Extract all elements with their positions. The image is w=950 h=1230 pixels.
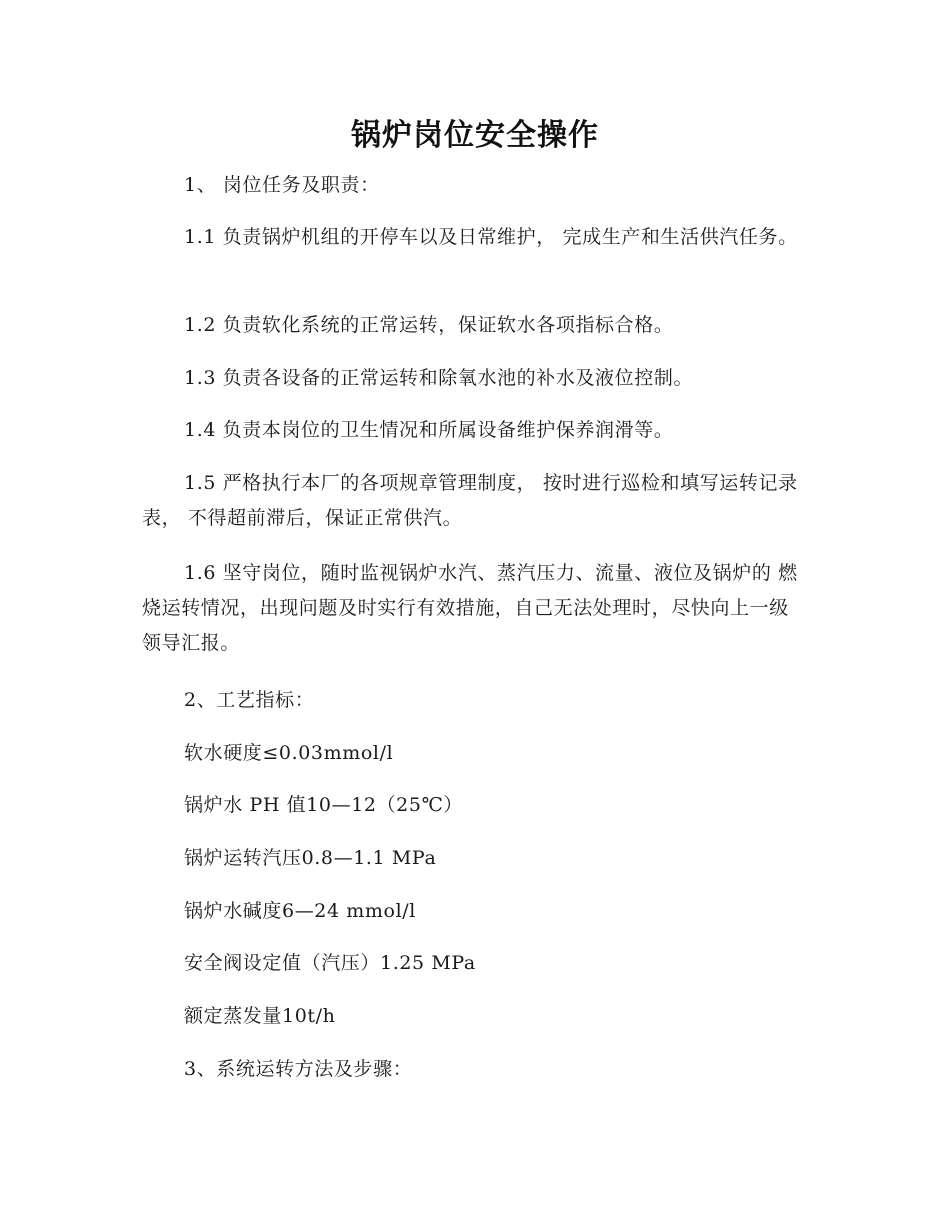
paragraph-1-4: 1.4 负责本岗位的卫生情况和所属设备维护保养润滑等。 <box>184 419 674 441</box>
spec-rated-evaporation: 额定蒸发量10t/h <box>184 1005 336 1027</box>
section-2-heading: 2、工艺指标： <box>184 689 315 711</box>
spec-safety-valve-setting: 安全阀设定值（汽压）1.25 MPa <box>184 952 476 974</box>
spec-boiler-water-alkalinity: 锅炉水碱度6—24 mmol/l <box>184 900 416 922</box>
paragraph-1-2: 1.2 负责软化系统的正常运转，保证软水各项指标合格。 <box>184 314 674 336</box>
spec-boiler-water-ph: 锅炉水 PH 值10—12（25℃） <box>184 794 464 816</box>
paragraph-1-6: 1.6 坚守岗位，随时监视锅炉水汽、蒸汽压力、流量、液位及锅炉的 燃烧运转情况，出现问题及时实行有效措施，自己无法处理时，尽快向上一级领导汇报。 <box>142 562 798 654</box>
document-title: 锅炉岗位安全操作 <box>351 118 599 153</box>
paragraph-1-1: 1.1 负责锅炉机组的开停车以及日常维护， 完成生产和生活供汽任务。 <box>184 226 798 248</box>
section-1-heading: 1、 岗位任务及职责： <box>184 174 380 196</box>
paragraph-1-3: 1.3 负责各设备的正常运转和除氧水池的补水及液位控制。 <box>184 367 694 389</box>
paragraph-1-5: 1.5 严格执行本厂的各项规章管理制度， 按时进行巡检和填写运转记录表， 不得超前滞后，保证正常供汽。 <box>142 472 798 529</box>
spec-operating-pressure: 锅炉运转汽压0.8—1.1 MPa <box>184 847 437 869</box>
spec-soft-water-hardness: 软水硬度≤0.03mmol/l <box>184 742 394 764</box>
section-3-heading: 3、系统运转方法及步骤： <box>184 1058 413 1080</box>
